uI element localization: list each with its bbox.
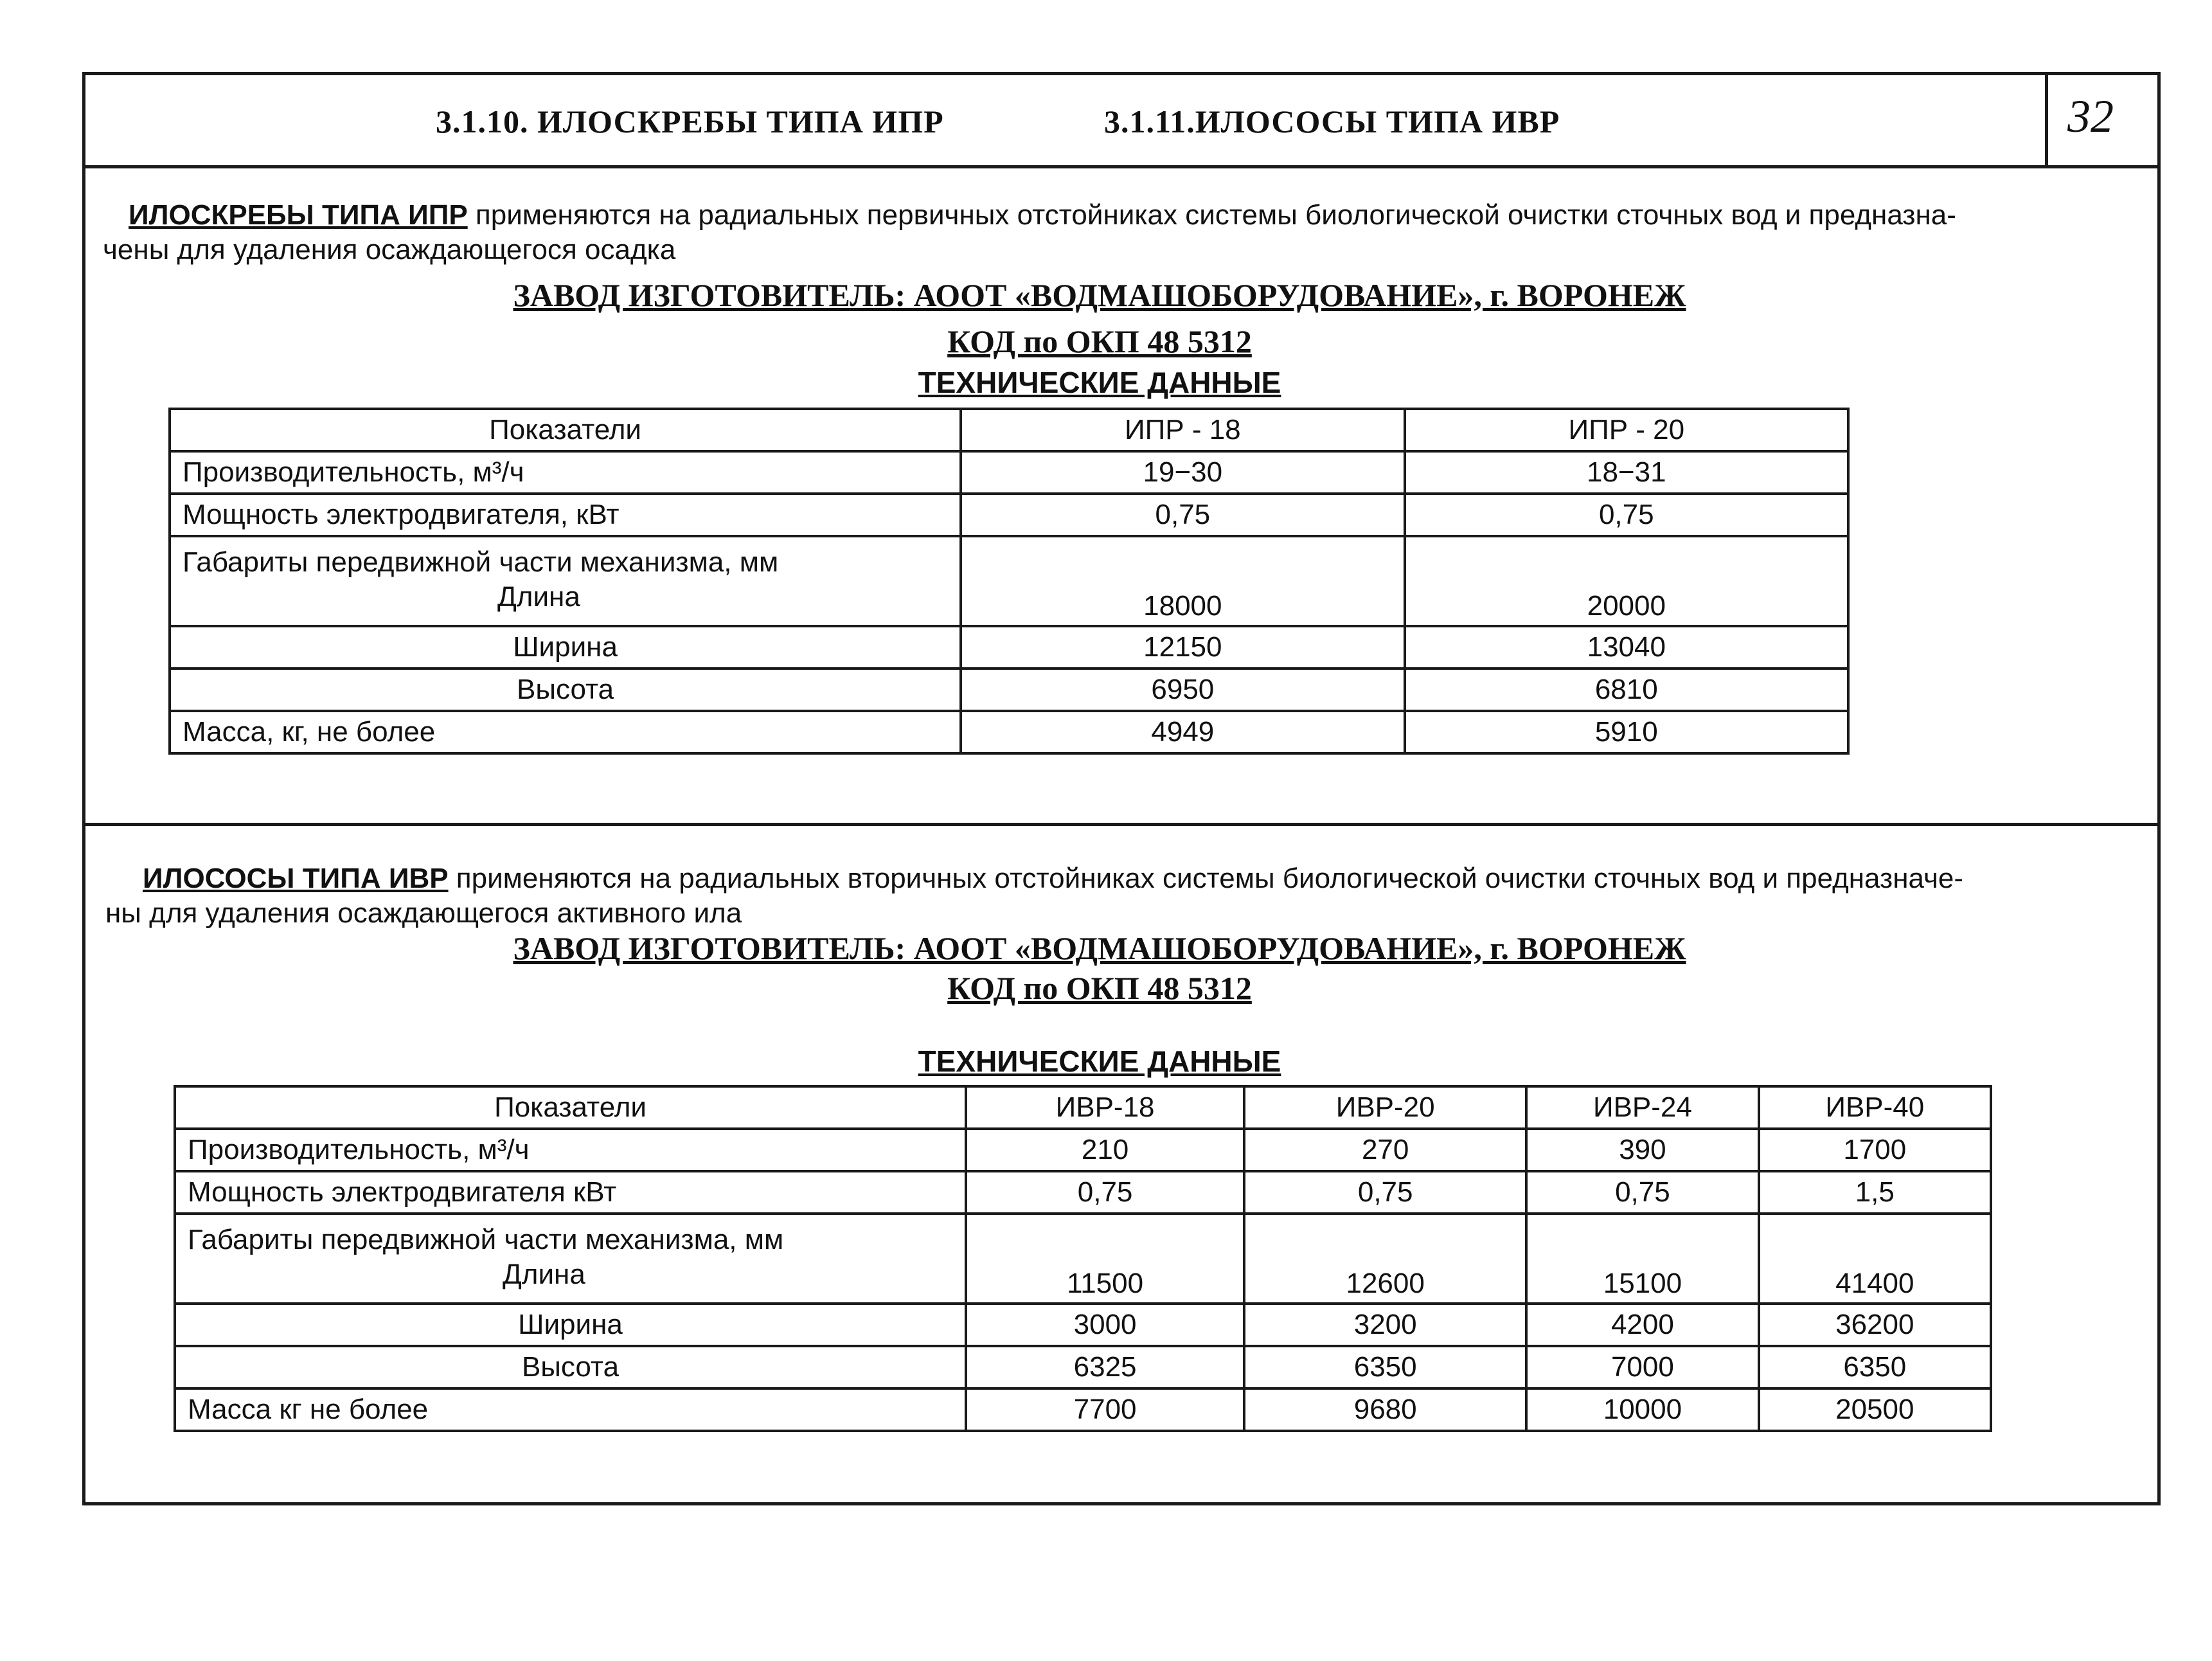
table-cell: 20000	[1405, 536, 1848, 626]
intro-ipr	[103, 198, 2146, 267]
table-cell: 9680	[1244, 1388, 1526, 1431]
table-cell: 3000	[966, 1304, 1244, 1346]
table-cell: 0,75	[1526, 1171, 1758, 1214]
table-cell: 18−31	[1405, 451, 1848, 494]
table-cell: 12600	[1244, 1214, 1526, 1304]
table-row	[170, 536, 1848, 626]
intro-ivr-line-2: ны для удаления осаждающегося активного ила	[105, 897, 742, 929]
table-row	[170, 711, 1848, 753]
row-label: Мощность электродвигателя кВт	[175, 1171, 966, 1214]
table-row	[175, 1388, 1991, 1431]
page-number-box	[2045, 72, 2161, 165]
table-cell: 13040	[1405, 626, 1848, 669]
table-cell: 0,75	[1244, 1171, 1526, 1214]
okp-code-ipr: КОД по ОКП 48 5312	[947, 323, 1252, 359]
length-label: Длина	[503, 1259, 585, 1290]
table-cell: 1,5	[1759, 1171, 1991, 1214]
okp-code-ivr: КОД по ОКП 48 5312	[947, 970, 1252, 1006]
header-cell: ИВР-20	[1244, 1086, 1526, 1129]
row-label: Масса, кг, не более	[170, 711, 961, 753]
intro-ipr-line-1: ИЛОСКРЕБЫ ТИПА ИПР применяются на радиальных первичных отстойниках системы биологической очистки сточных вод и предназна-	[129, 199, 1956, 231]
page-header	[82, 72, 2161, 168]
table-cell: 6350	[1244, 1346, 1526, 1388]
section-title-ipr: 3.1.10. ИЛОСКРЕБЫ ТИПА ИПР	[436, 103, 944, 139]
table-cell: 11500	[966, 1214, 1244, 1304]
section-divider	[82, 823, 2161, 826]
table-cell: 210	[966, 1129, 1244, 1171]
tech-table-ipr	[168, 408, 1850, 755]
table-cell: 12150	[961, 626, 1404, 669]
table-cell: 0,75	[966, 1171, 1244, 1214]
table-cell: 4949	[961, 711, 1404, 753]
table-cell: 5910	[1405, 711, 1848, 753]
table-cell: 270	[1244, 1129, 1526, 1171]
table-cell: 1700	[1759, 1129, 1991, 1171]
header-cell: ИВР-18	[966, 1086, 1244, 1129]
table-header-row	[170, 409, 1848, 451]
table-cell: 7000	[1526, 1346, 1758, 1388]
header-cell: ИПР - 18	[961, 409, 1404, 451]
header-cell: ИПР - 20	[1405, 409, 1848, 451]
row-label: Высота	[170, 669, 961, 711]
table-row	[170, 494, 1848, 536]
intro-ivr	[105, 861, 2161, 931]
table-cell: 7700	[966, 1388, 1244, 1431]
length-label: Длина	[497, 581, 580, 613]
table-row	[170, 626, 1848, 669]
row-label: Производительность, м³/ч	[170, 451, 961, 494]
row-label: Габариты передвижной части механизма, мм Длина	[175, 1214, 966, 1304]
intro-ivr-lead: ИЛОСОСЫ ТИПА ИВР	[143, 863, 449, 894]
table-row	[170, 451, 1848, 494]
row-label: Ширина	[170, 626, 961, 669]
manufacturer-ivr: ЗАВОД ИЗГОТОВИТЕЛЬ: АООТ «ВОДМАШОБОРУДОВАНИЕ», г. ВОРОНЕЖ	[513, 930, 1686, 966]
table-row	[175, 1214, 1991, 1304]
tech-data-title-ipr: ТЕХНИЧЕСКИЕ ДАННЫЕ	[918, 366, 1281, 399]
table-row	[175, 1304, 1991, 1346]
table-cell: 18000	[961, 536, 1404, 626]
table-cell: 6950	[961, 669, 1404, 711]
table-cell: 20500	[1759, 1388, 1991, 1431]
table-cell: 390	[1526, 1129, 1758, 1171]
table-cell: 41400	[1759, 1214, 1991, 1304]
header-cell: ИВР-40	[1759, 1086, 1991, 1129]
intro-ivr-line-1: ИЛОСОСЫ ТИПА ИВР применяются на радиальных вторичных отстойниках системы биологической очистки сточных вод и предназначе-	[143, 863, 1964, 894]
table-row	[175, 1129, 1991, 1171]
table-cell: 0,75	[961, 494, 1404, 536]
intro-ipr-line-2: чены для удаления осаждающегося осадка	[103, 234, 676, 265]
table-cell: 0,75	[1405, 494, 1848, 536]
table-cell: 6325	[966, 1346, 1244, 1388]
tech-data-title-ivr: ТЕХНИЧЕСКИЕ ДАННЫЕ	[918, 1045, 1281, 1078]
table-row	[175, 1346, 1991, 1388]
header-cell: Показатели	[170, 409, 961, 451]
row-label: Мощность электродвигателя, кВт	[170, 494, 961, 536]
table-cell: 4200	[1526, 1304, 1758, 1346]
table-cell: 10000	[1526, 1388, 1758, 1431]
table-cell: 19−30	[961, 451, 1404, 494]
table-cell: 6350	[1759, 1346, 1991, 1388]
row-label: Высота	[175, 1346, 966, 1388]
header-cell: Показатели	[175, 1086, 966, 1129]
table-header-row	[175, 1086, 1991, 1129]
table-cell: 6810	[1405, 669, 1848, 711]
intro-ipr-lead: ИЛОСКРЕБЫ ТИПА ИПР	[129, 199, 468, 231]
row-label: Масса кг не более	[175, 1388, 966, 1431]
manufacturer-ipr: ЗАВОД ИЗГОТОВИТЕЛЬ: АООТ «ВОДМАШОБОРУДОВАНИЕ», г. ВОРОНЕЖ	[513, 277, 1686, 313]
header-cell: ИВР-24	[1526, 1086, 1758, 1129]
table-row	[175, 1171, 1991, 1214]
table-cell: 36200	[1759, 1304, 1991, 1346]
page-number: 32	[2067, 91, 2114, 142]
row-label: Ширина	[175, 1304, 966, 1346]
table-row	[170, 669, 1848, 711]
table-cell: 15100	[1526, 1214, 1758, 1304]
tech-table-ivr	[174, 1085, 1992, 1432]
section-title-ivr: 3.1.11.ИЛОСОСЫ ТИПА ИВР	[1104, 103, 1560, 139]
row-label: Габариты передвижной части механизма, мм Длина	[170, 536, 961, 626]
table-cell: 3200	[1244, 1304, 1526, 1346]
row-label: Производительность, м³/ч	[175, 1129, 966, 1171]
